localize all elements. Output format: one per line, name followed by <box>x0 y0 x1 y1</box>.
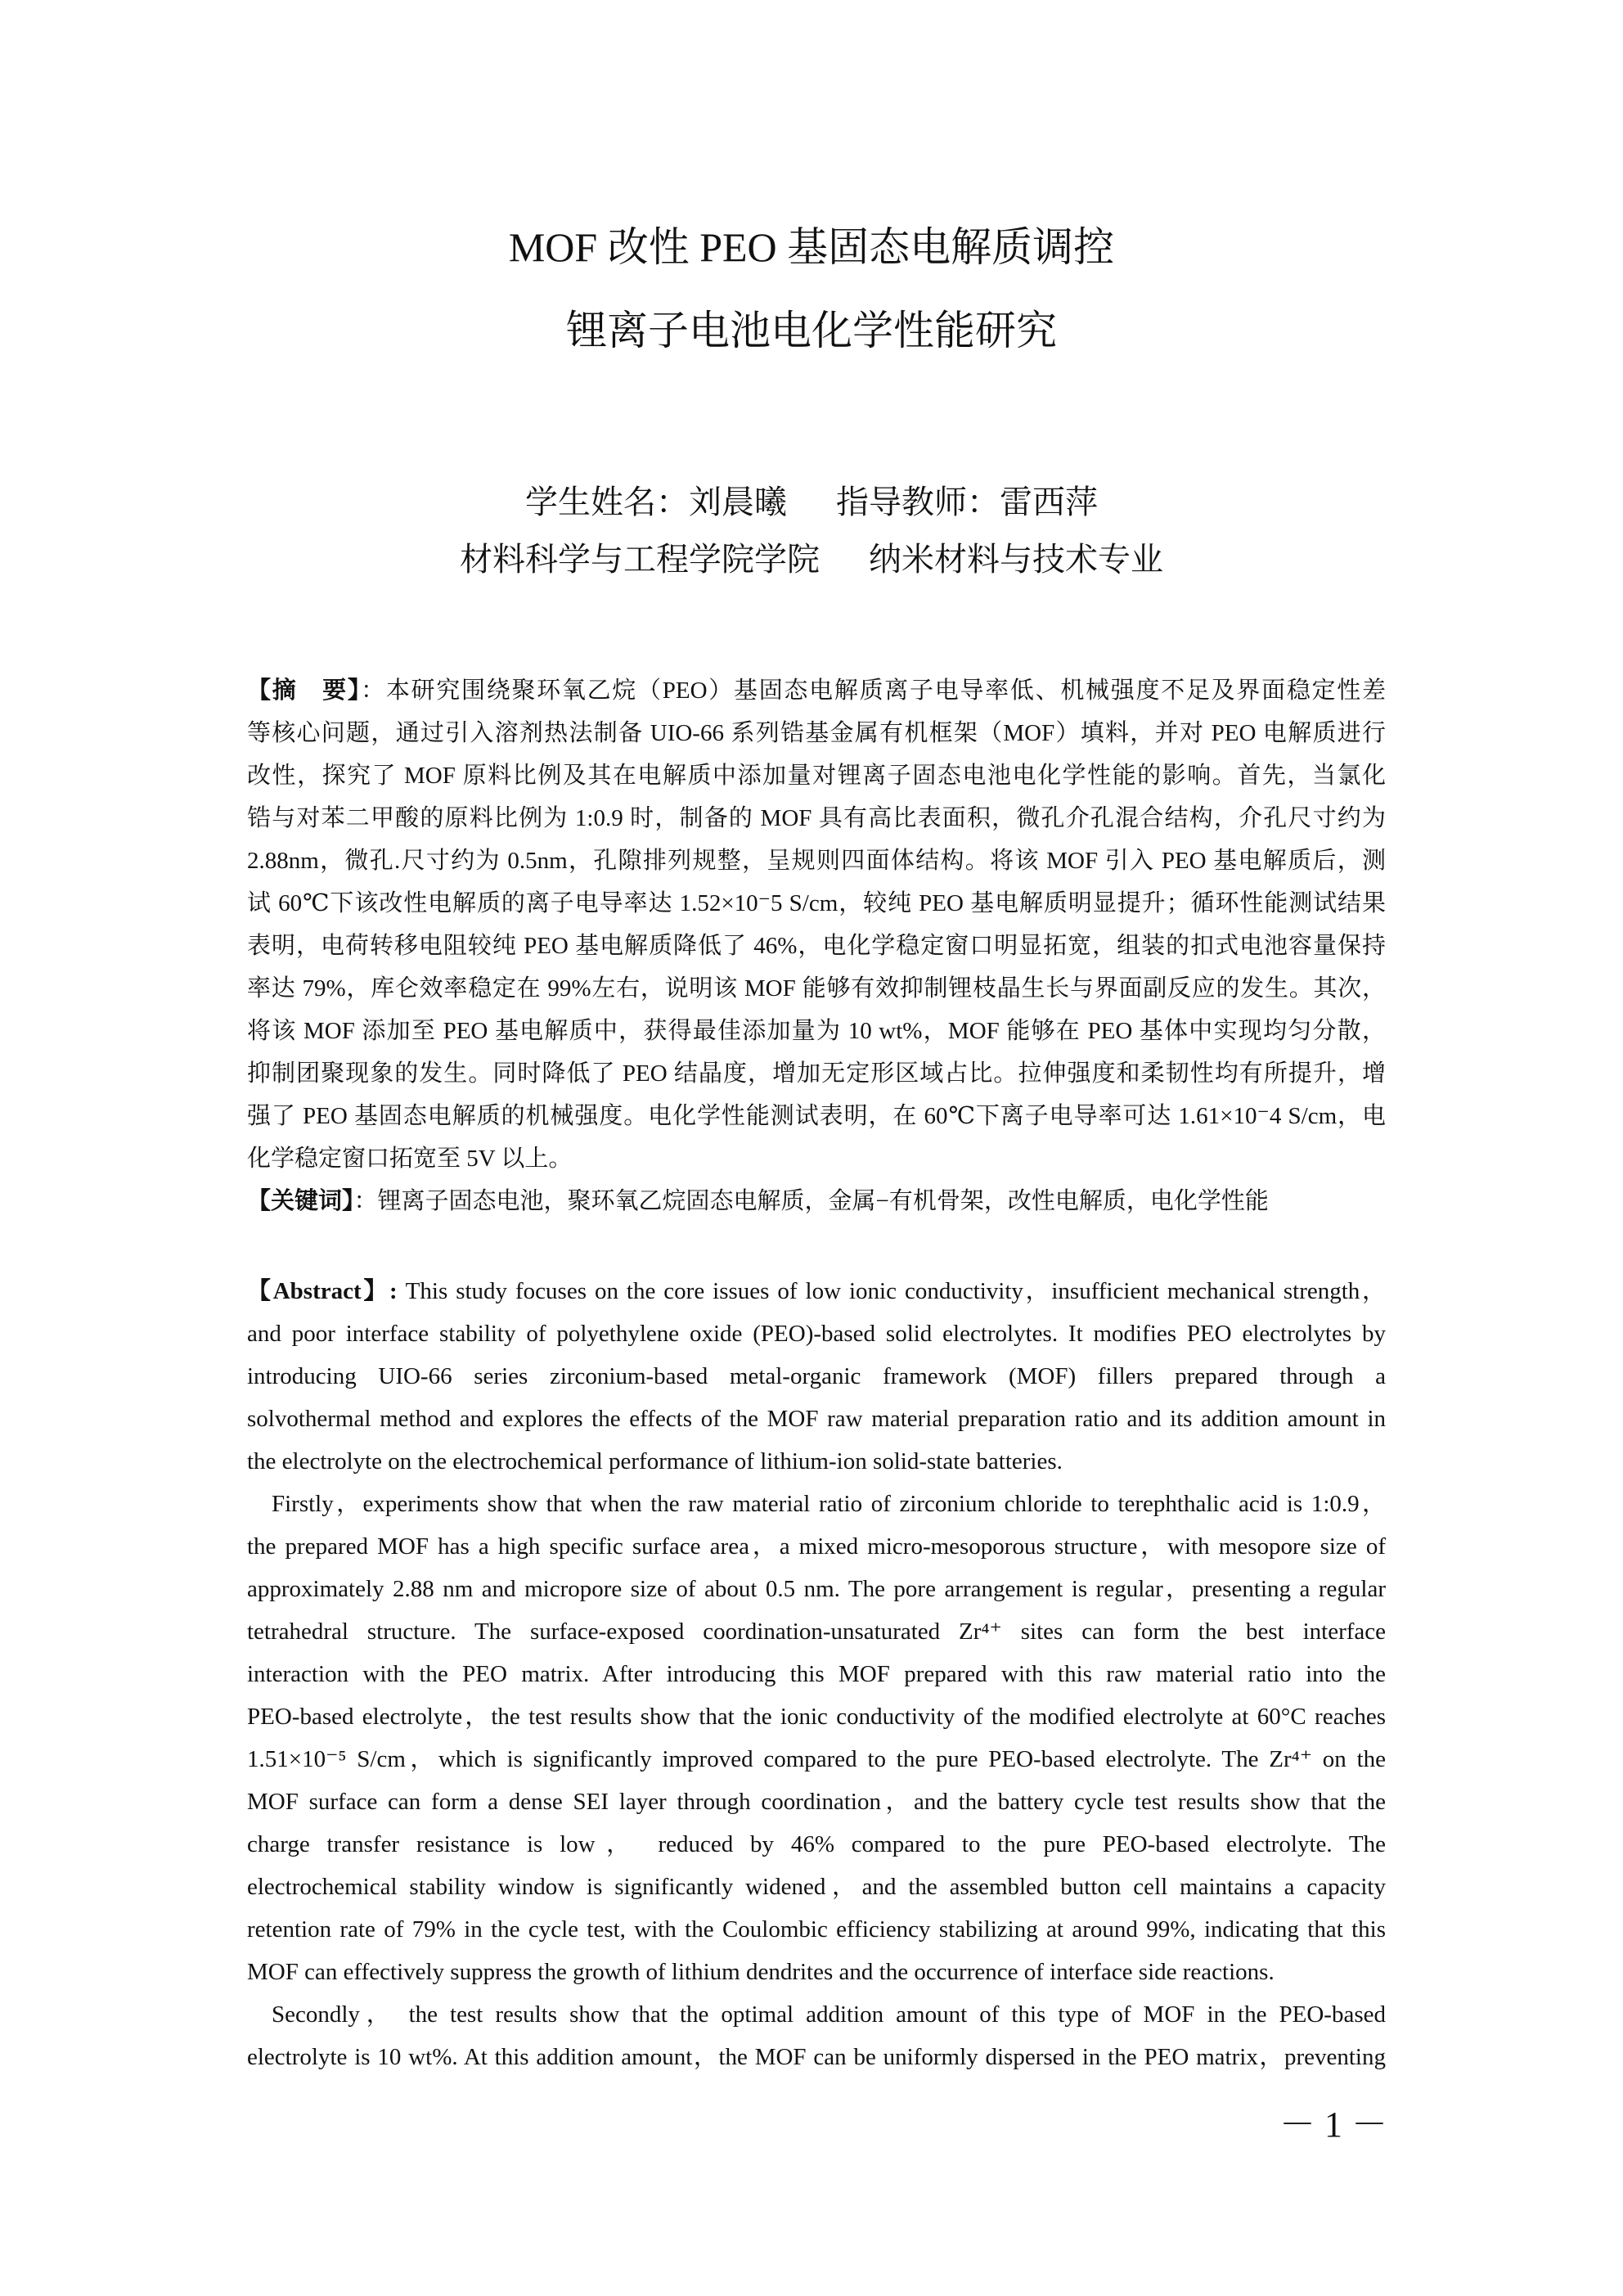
line-text: 化学稳定窗口拓宽至 5V 以上。 <box>247 1146 573 1172</box>
line-text: MOF surface can form a dense SEI layer through coordination，and the battery cycle test results show that the <box>247 1789 1386 1815</box>
text-line <box>247 1525 1386 1568</box>
author-line: 学生姓名：刘晨曦 指导教师：雷西萍 <box>525 484 1098 520</box>
line-text: 抑制团聚现象的发生。同时降低了 PEO 结晶度，增加无定形区域占比。拉伸强度和柔韧性均有所提升，增 <box>247 1060 1386 1087</box>
line-text: 将该 MOF 添加至 PEO 基电解质中，获得最佳添加量为 10 wt%，MOF 能够在 PEO 基体中实现均匀分散， <box>247 1018 1386 1044</box>
text-line <box>247 1398 1386 1440</box>
line-text: the prepared MOF has a high specific surface area，a mixed micro-mesoporous structure，with mesopore size of <box>247 1533 1386 1560</box>
text-line <box>247 2036 1386 2078</box>
title-line-2: 锂离子电池电化学性能研究 <box>566 308 1057 353</box>
line-text: 强了 PEO 基固态电解质的机械强度。电化学性能测试表明，在 60℃下离子电导率可达 1.61×10⁻4 S/cm，电 <box>247 1103 1386 1129</box>
line-text: MOF can effectively suppress the growth of lithium dendrites and the occurrence of interface side reactions. <box>247 1959 1275 1985</box>
text-line <box>247 1483 1386 1525</box>
line-text: 率达 79%，库仑效率稳定在 99%左右，说明该 MOF 能够有效抑制锂枝晶生长与界面副反应的发生。其次， <box>247 975 1386 1002</box>
section-label: 【摘 要】 <box>247 678 362 704</box>
line-text: interaction with the PEO matrix. After introducing this MOF prepared with this raw material ratio into the <box>247 1661 1386 1687</box>
line-text: approximately 2.88 nm and micropore size of about 0.5 nm. The pore arrangement is regular，presenting a regular <box>247 1576 1386 1602</box>
line-text: This study focuses on the core issues of low ionic conductivity，insufficient mechanical strength， <box>397 1278 1386 1304</box>
line-text: charge transfer resistance is low， reduced by 46% compared to the pure PEO-based electrolyte. The <box>247 1831 1386 1857</box>
line-text: and poor interface stability of polyethylene oxide (PEO)-based solid electrolytes. It modifies PEO electrolytes by <box>247 1321 1386 1347</box>
text-line <box>247 1312 1386 1355</box>
page-number: － 1 － <box>1279 2105 1387 2145</box>
line-text: 1.51×10⁻⁵ S/cm，which is significantly improved compared to the pure PEO-based electrolyte. The Zr⁴⁺ on the <box>247 1746 1386 1772</box>
line-text: introducing UIO-66 series zirconium-based metal-organic framework (MOF) fillers prepared through a <box>247 1363 1386 1389</box>
text-line <box>247 1610 1386 1653</box>
text-line <box>247 1137 1386 1180</box>
text-line <box>247 669 1386 712</box>
line-text: electrochemical stability window is significantly widened，and the assembled button cell maintains a capacity <box>247 1874 1386 1900</box>
line-text: ：本研究围绕聚环氧乙烷（PEO）基固态电解质离子电导率低、机械强度不足及界面稳定性差 <box>361 678 1386 704</box>
line-text: solvothermal method and explores the effects of the MOF raw material preparation ratio and its addition amount in <box>247 1406 1386 1432</box>
section-label: 【关键词】 <box>247 1188 354 1214</box>
text-line <box>247 1993 1386 2036</box>
abstract-en <box>247 1270 1386 2078</box>
text-line <box>247 1823 1386 1866</box>
line-text: 改性，探究了 MOF 原料比例及其在电解质中添加量对锂离子固态电池电化学性能的影响。首先，当氯化 <box>247 763 1386 789</box>
line-text: 等核心问题，通过引入溶剂热法制备 UIO-66 系列锆基金属有机框架（MOF）填料，并对 PEO 电解质进行 <box>247 720 1386 746</box>
line-text: ：锂离子固态电池，聚环氧乙烷固态电解质，金属−有机骨架，改性电解质，电化学性能 <box>353 1188 1269 1214</box>
line-text: 试 60℃下该改性电解质的离子电导率达 1.52×10⁻5 S/cm，较纯 PEO 基电解质明显提升；循环性能测试结果 <box>247 890 1386 916</box>
text-line <box>247 1781 1386 1823</box>
text-line <box>247 925 1386 967</box>
line-text: 表明，电荷转移电阻较纯 PEO 基电解质降低了 46%，电化学稳定窗口明显拓宽，组装的扣式电池容量保持 <box>247 933 1386 959</box>
text-line <box>247 967 1386 1010</box>
abstract-cn <box>247 669 1386 1222</box>
line-text: the electrolyte on the electrochemical performance of lithium-ion solid-state batteries. <box>247 1448 1063 1474</box>
text-line <box>247 1866 1386 1908</box>
text-line <box>247 1695 1386 1738</box>
line-text: 2.88nm，微孔.尺寸约为 0.5nm，孔隙排列规整，呈规则四面体结构。将该 MOF 引入 PEO 基电解质后，测 <box>247 848 1386 874</box>
line-text: tetrahedral structure. The surface-exposed coordination-unsaturated Zr⁴⁺ sites can form the best interface <box>247 1618 1386 1645</box>
text-line <box>247 754 1386 797</box>
school-line: 材料科学与工程学院学院 纳米材料与技术专业 <box>460 541 1163 578</box>
text-line <box>247 712 1386 754</box>
text-line <box>247 1180 1386 1222</box>
line-text: electrolyte is 10 wt%. At this addition amount，the MOF can be uniformly dispersed in the PEO matrix，preventing <box>247 2044 1386 2070</box>
text-line <box>247 1440 1386 1483</box>
text-line <box>247 1908 1386 1951</box>
text-line <box>247 1355 1386 1398</box>
line-text: Secondly， the test results show that the optimal addition amount of this type of MOF in the PEO-based <box>272 2001 1386 2028</box>
text-line <box>247 1010 1386 1052</box>
line-text: Firstly，experiments show that when the raw material ratio of zirconium chloride to terephthalic acid is 1:0.9， <box>272 1491 1386 1517</box>
text-line <box>247 1270 1386 1312</box>
title-line-1: MOF 改性 PEO 基固态电解质调控 <box>508 224 1115 270</box>
line-text: PEO-based electrolyte，the test results show that the ionic conductivity of the modified electrolyte at 60°C reaches <box>247 1704 1386 1730</box>
section-label: 【Abstract】: <box>247 1278 398 1304</box>
text-line <box>247 882 1386 925</box>
line-text: retention rate of 79% in the cycle test, with the Coulombic efficiency stabilizing at around 99%, indicating that this <box>247 1916 1386 1943</box>
text-line <box>247 840 1386 882</box>
text-line <box>247 1052 1386 1095</box>
text-line <box>247 1738 1386 1781</box>
line-text: 锆与对苯二甲酸的原料比例为 1:0.9 时，制备的 MOF 具有高比表面积，微孔介孔混合结构，介孔尺寸约为 <box>247 805 1386 831</box>
text-line <box>247 1951 1386 1993</box>
text-line <box>247 1568 1386 1610</box>
text-line <box>247 1095 1386 1137</box>
text-line <box>247 1653 1386 1695</box>
text-line <box>247 797 1386 840</box>
